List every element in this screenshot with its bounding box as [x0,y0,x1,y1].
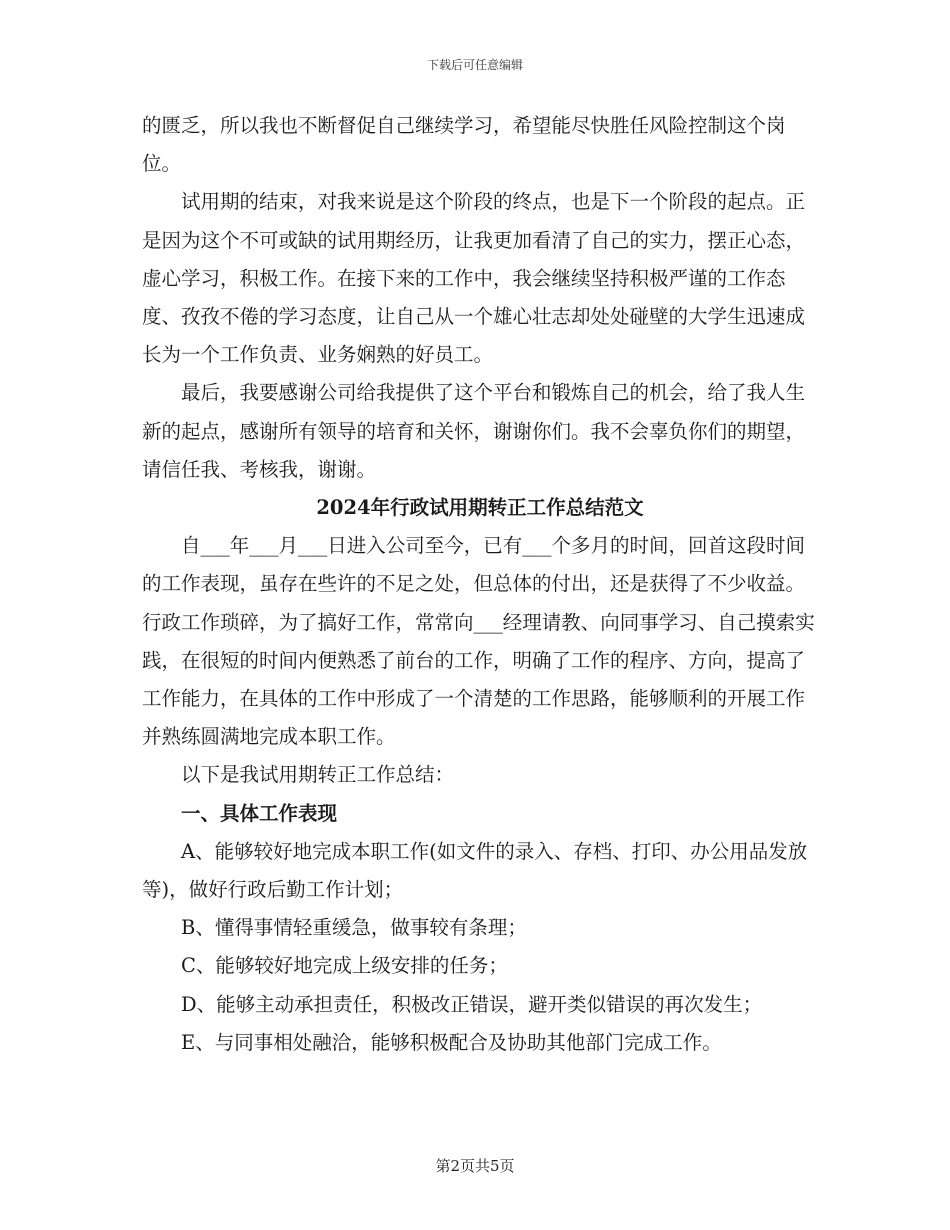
list-item-d: D、能够主动承担责任，积极改正错误，避开类似错误的再次发生； [181,992,763,1016]
page-footer: 第2页共5页 [435,1157,515,1175]
paragraph-probation-end: 试用期的结束，对我来说是这个阶段的终点，也是下一个阶段的起点。正是因为这个不可或缺的试用期经历，让我更加看清了自己的实力，摆正心态，虚心学习，积极工作。在接下来的工作中，我会继续坚持积极严谨的工作态度、孜孜不倦的学习态度，让自己从一个雄心壮志却处处碰壁的大学生迅速成长为一个工作负责、业务娴熟的好员工。 [142,190,806,367]
list-item-b: B、懂得事情轻重缓急，做事较有条理； [181,916,527,940]
section-title: 2024年行政试用期转正工作总结范文 [316,496,644,520]
list-item-a: A、能够较好地完成本职工作(如文件的录入、存档、打印、办公用品发放等)，做好行政后勤工作计划； [142,839,808,902]
subheading-performance: 一、具体工作表现 [181,801,338,825]
list-item-e: E、与同事相处融洽，能够积极配合及协助其他部门完成工作。 [181,1030,722,1054]
paragraph-summary-lead: 以下是我试用期转正工作总结： [181,763,455,787]
list-item-c: C、能够较好地完成上级安排的任务； [181,954,508,978]
paragraph-intro: 自___年___月___日进入公司至今，已有___个多月的时间，回首这段时间的工作表现，虽存在些许的不足之处，但总体的付出，还是获得了不少收益。行政工作琐碎，为了搞好工作，常常向___经理请教、向同事学习、自己摸索实践，在很短的时间内便熟悉了前台的工作，明确了工作的程序、方向，提高了工作能力，在具体的工作中形成了一个清楚的工作思路，能够顺利的开展工作并熟练圆满地完成本职工作。 [142,534,815,749]
paragraph-continuation: 的匮乏，所以我也不断督促自己继续学习，希望能尽快胜任风险控制这个岗位。 [142,114,786,176]
paragraph-thanks: 最后，我要感谢公司给我提供了这个平台和锻炼自己的机会，给了我人生新的起点，感谢所有领导的培育和关怀，谢谢你们。我不会辜负你们的期望，请信任我、考核我，谢谢。 [142,381,806,481]
document-body [142,107,818,1062]
page-header: 下载后可任意编辑 [426,58,523,72]
